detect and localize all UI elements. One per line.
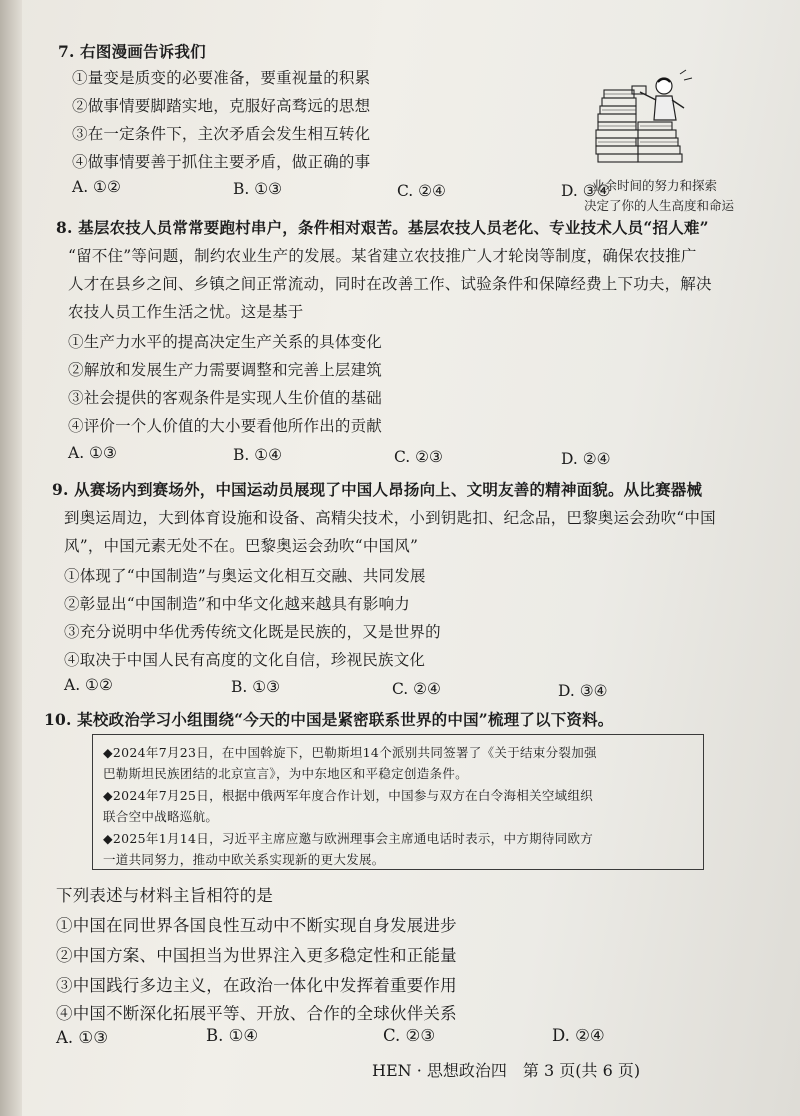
q10-box-line-3: ◆2024年7月25日，根据中俄两军年度合作计划，中国参与双方在白令海相关空域组织 <box>103 788 594 803</box>
q8-item-2: ②解放和发展生产力需要调整和完善上层建筑 <box>68 361 383 379</box>
q10-item-1: ①中国在同世界各国良性互动中不断实现自身发展进步 <box>56 916 457 935</box>
q7-item-2: ②做事情要脚踏实地，克服好高骛远的思想 <box>72 97 371 115</box>
q9-item-3: ③充分说明中华优秀传统文化既是民族的，又是世界的 <box>64 623 441 641</box>
q9-stem-line-1: 9. 从赛场内到赛场外，中国运动员展现了中国人昂扬向上、文明友善的精神面貌。从比赛器械 <box>52 480 703 499</box>
q10-box-line-6: 一道共同努力，推动中欧关系实现新的更大发展。 <box>103 852 385 867</box>
q9-option-c: C. ②④ <box>392 680 441 698</box>
q10-box-line-4: 联合空中战略巡航。 <box>103 809 219 824</box>
q10-item-3: ③中国践行多边主义，在政治一体化中发挥着重要作用 <box>56 976 457 995</box>
q8-stem-line-4: 农技人员工作生活之忧。这是基于 <box>68 303 304 321</box>
q10-option-c: C. ②③ <box>383 1026 436 1045</box>
q7-option-b: B. ①③ <box>233 180 283 198</box>
cartoon-caption-line-2: 决定了你的人生高度和命运 <box>584 198 735 213</box>
q10-material-box <box>92 734 704 870</box>
q8-option-c: C. ②③ <box>394 448 443 466</box>
page-shadow-edge <box>0 0 22 1116</box>
page-footer: HEN · 思想政治四 第 3 页(共 6 页) <box>372 1061 641 1080</box>
q8-stem-line-2: “留不住”等问题，制约农业生产的发展。某省建立农技推广人才轮岗等制度，确保农技推广 <box>68 247 697 265</box>
q10-question: 下列表述与材料主旨相符的是 <box>56 886 274 905</box>
q10-option-d: D. ②④ <box>552 1026 605 1045</box>
q10-box-line-1: ◆2024年7月23日，在中国斡旋下，巴勒斯坦14个派别共同签署了《关于结束分裂加强 <box>103 745 597 760</box>
q8-item-1: ①生产力水平的提高决定生产关系的具体变化 <box>68 333 383 351</box>
q8-option-a: A. ①③ <box>68 444 117 462</box>
cartoon-caption-line-1: 业余时间的努力和探索 <box>592 178 718 193</box>
q9-item-4: ④取决于中国人民有高度的文化自信，珍视民族文化 <box>64 651 426 669</box>
q9-item-1: ①体现了“中国制造”与奥运文化相互交融、共同发展 <box>64 567 426 585</box>
q9-item-2: ②彰显出“中国制造”和中华文化越来越具有影响力 <box>64 595 410 613</box>
q7-item-1: ①量变是质变的必要准备，要重视量的积累 <box>72 69 371 87</box>
q10-item-2: ②中国方案、中国担当为世界注入更多稳定性和正能量 <box>56 946 457 965</box>
q8-option-d: D. ②④ <box>561 450 611 468</box>
q10-option-b: B. ①④ <box>206 1026 259 1045</box>
q9-option-a: A. ①② <box>64 676 113 694</box>
q10-stem: 10. 某校政治学习小组围绕“今天的中国是紧密联系世界的中国”梳理了以下资料。 <box>44 710 614 729</box>
q8-stem-line-1: 8. 基层农技人员常常要跑村串户，条件相对艰苦。基层农技人员老化、专业技术人员“招人难” <box>56 218 709 237</box>
q7-item-3: ③在一定条件下，主次矛盾会发生相互转化 <box>72 125 371 143</box>
q7-item-4: ④做事情要善于抓住主要矛盾，做正确的事 <box>72 153 371 171</box>
q10-item-4: ④中国不断深化拓展平等、开放、合作的全球伙伴关系 <box>56 1004 457 1023</box>
q8-option-b: B. ①④ <box>233 446 283 464</box>
q9-stem-line-2: 到奥运周边，大到体育设施和设备、高精尖技术，小到钥匙扣、纪念品，巴黎奥运会劲吹“中国 <box>64 509 716 527</box>
q10-box-line-5: ◆2025年1月14日，习近平主席应邀与欧洲理事会主席通电话时表示，中方期待同欧方 <box>103 831 594 846</box>
q8-stem-line-3: 人才在县乡之间、乡镇之间正常流动，同时在改善工作、试验条件和保障经费上下功夫，解决 <box>68 275 712 293</box>
q10-option-a: A. ①③ <box>56 1028 108 1047</box>
q8-item-4: ④评价一个人价值的大小要看他所作出的贡献 <box>68 417 383 435</box>
q9-option-b: B. ①③ <box>231 678 281 696</box>
q7-option-d: D. ③④ <box>561 182 611 200</box>
q8-item-3: ③社会提供的客观条件是实现人生价值的基础 <box>68 389 383 407</box>
stacked-books-cartoon <box>592 68 697 168</box>
q7-option-a: A. ①② <box>72 178 121 196</box>
q10-box-line-2: 巴勒斯坦民族团结的北京宣言》，为中东地区和平稳定创造条件。 <box>103 766 468 781</box>
q9-stem-line-3: 风”，中国元素无处不在。巴黎奥运会劲吹“中国风” <box>64 537 419 555</box>
q7-stem: 7. 右图漫画告诉我们 <box>58 42 206 61</box>
q9-option-d: D. ③④ <box>558 682 608 700</box>
q7-option-c: C. ②④ <box>397 182 446 200</box>
